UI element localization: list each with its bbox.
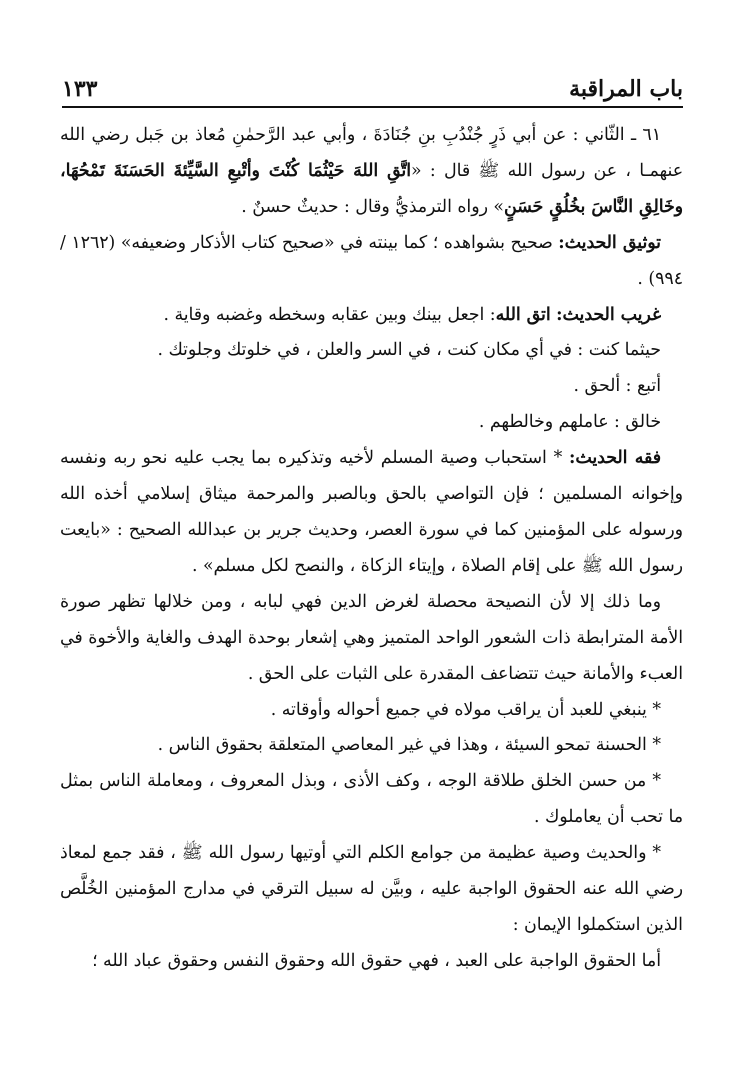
fiqh-paragraph-1	[60, 441, 683, 585]
hadith-outro: » رواه الترمذيُّ وقال : حديثٌ حسنٌ .	[241, 196, 504, 217]
page-header	[62, 62, 683, 108]
gharib-term-1: اتق الله	[495, 304, 551, 325]
gharib-line-1	[60, 298, 683, 334]
gharib-def-1: : اجعل بينك وبين عقابه وسخطه وغضبه وقاية .	[163, 304, 496, 325]
hadith-paragraph	[60, 118, 683, 226]
page-body	[60, 118, 683, 980]
hadith-matn: اتَّقِ اللهَ حَيْثُمَا كُنْتَ وأتْبعِ السَّيِّئةَ الحَسَنَةَ تَمْحُهَا، وخَالِقِ النَّاسَ بخُلُقٍ حَسَنٍ	[60, 160, 683, 217]
gharib-line-3: أتبع : ألحق .	[573, 376, 661, 397]
gharib-line-2: حيثما كنت : في أي مكان كنت ، في السر والعلن ، في خلوتك وجلوتك .	[157, 340, 661, 361]
gharib-label: غريب الحديث:	[556, 304, 661, 325]
fiqh-bullet-2: * الحسنة تمحو السيئة ، وهذا في غير المعاصي المتعلقة بحقوق الناس .	[157, 735, 661, 756]
fiqh-paragraph-2: وما ذلك إلا لأن النصيحة محصلة لغرض الدين فهي لبابه ، ومن خلالها تظهر صورة الأمة المترابطة ذات الشعور الواحد المتميز وهي إشعار بوحدة الهدف والغاية والأخوة في العبء والأمانة حيث تتضاعف المقدرة على الثبات على الحق .	[60, 591, 683, 684]
tawthiq-text: صحيح بشواهده ؛ كما بينته في «صحيح كتاب الأذكار وضعيفه» (١٢٦٢ / ٩٩٤) .	[60, 232, 683, 289]
fiqh-bullet-1: * ينبغي للعبد أن يراقب مولاه في جميع أحواله وأوقاته .	[270, 699, 661, 720]
hadith-intro: ٦١ ـ الثّاني : عن أبي ذَرٍ جُنْدُبِ بنِ جُنَادَةَ ، وأبي عبد الرَّحمٰنِ مُعاذ بن جَبل رضي الله عنهمـا ، عن رسول الله ﷺ قال : «	[60, 125, 684, 181]
page-number: ١٣٣	[62, 76, 98, 102]
fiqh-label: فقه الحديث:	[568, 448, 661, 469]
tawthiq-paragraph	[60, 226, 683, 298]
chapter-title: باب المراقبة	[569, 76, 683, 102]
tawthiq-label: توثيق الحديث:	[558, 232, 661, 253]
fiqh-bullet-3: * من حسن الخلق طلاقة الوجه ، وكف الأذى ، وبذل المعروف ، ومعاملة الناس بمثل ما تحب أن يعاملوك .	[60, 771, 683, 828]
fiqh-paragraph-3: أما الحقوق الواجبة على العبد ، فهي حقوق الله وحقوق النفس وحقوق عباد الله ؛	[92, 950, 661, 971]
gharib-line-4: خالق : عاملهم وخالطهم .	[478, 412, 661, 433]
fiqh-text-1: * استحباب وصية المسلم لأخيه وتذكيره بما يجب عليه نحو ربه ونفسه وإخوانه المسلمين ؛ فإن التواصي بالحق وبالصبر والمرحمة ميثاق إسلامي أخذه الله ورسوله على المؤمنين كما في سورة العصر، وحديث جرير بن عبدالله الصحيح : «بايعت رسول الله ﷺ على إقام الصلاة ، وإيتاء الزكاة ، والنصح لكل مسلم» .	[60, 448, 683, 576]
fiqh-bullet-4: * والحديث وصية عظيمة من جوامع الكلم التي أوتيها رسول الله ﷺ ، فقد جمع لمعاذ رضي الله عنه الحقوق الواجبة عليه ، وبيَّن له سبيل الترقي في مدارج المؤمنين الخُلَّص الذين استكملوا الإيمان :	[60, 843, 683, 935]
